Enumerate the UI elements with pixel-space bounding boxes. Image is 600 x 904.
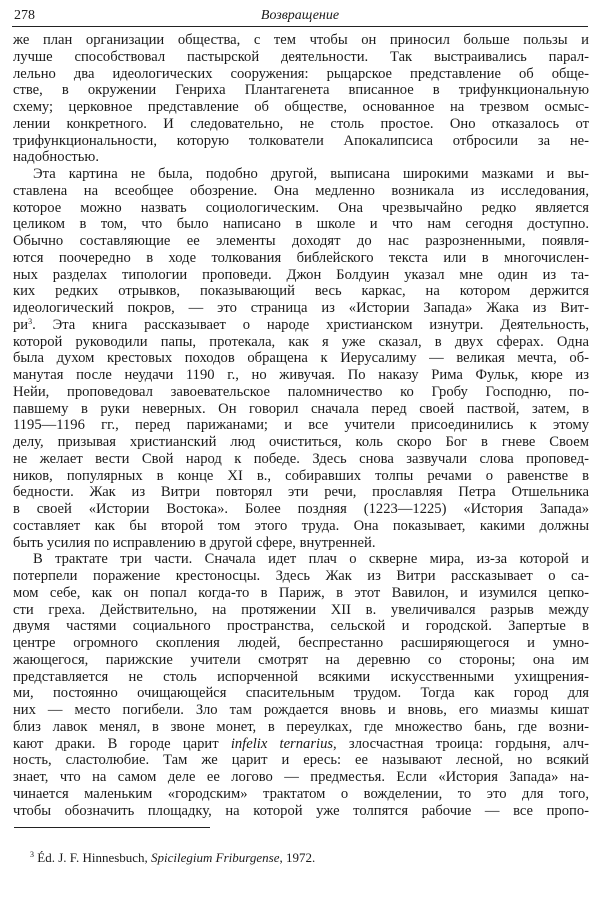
footnote-divider — [14, 827, 210, 828]
text-segment: ри — [13, 316, 29, 333]
text-line: лучше способствовал пастырской деятельности. Так выстраивались парал- — [13, 48, 589, 65]
text-line: чтобы обозначить площадку, на которой уже толпятся рабочие — все пропо- — [13, 802, 589, 819]
text-line: ных разделах типологии проповеди. Джон Болдуин указал мне один из та- — [13, 266, 589, 283]
footnote-marker: 3 — [30, 850, 34, 859]
text-line: которое можно назвать социологическим. Она чрезвычайно редко является — [13, 199, 589, 216]
text-line: ми, постоянно очищающейся спасительным трудом. Тогда как город для — [13, 685, 589, 702]
footnote — [30, 850, 315, 866]
text-line — [13, 317, 589, 334]
text-line: схему; церковное представление об обществе, основанное на трезвом осмыс- — [13, 99, 589, 115]
text-segment: , злосчастная троица: гордыня, алч- — [333, 735, 589, 752]
text-line: лельно два идеологических сооружения: рыцарское представление об обще- — [13, 65, 589, 82]
text-line: близ лавок менял, в звоне монет, в переулках, где множество бань, где возни- — [13, 718, 589, 735]
text-line: чинается маленьким «городским» трактатом о вожделении, то это для того, — [13, 785, 589, 802]
text-line: делу, призывая христианский люд очиститься, коль скоро Бог в гневе Своем — [13, 434, 589, 450]
text-line: в своей «Истории Востока». Более поздняя (1223—1225) «История Запада» — [13, 501, 589, 517]
text-line: трифункциональности, которую толкователи Апокалипсиса отбросили за не- — [13, 132, 589, 149]
running-header — [12, 6, 588, 27]
text-line: Нейи, проповедовал завоевательское паломничество ко Гробу Господню, по- — [13, 383, 589, 400]
text-line: ников, популярных в конце XI в., собиравших толпы речами о равенстве в — [13, 467, 589, 484]
text-line: лении конкретного. И следовательно, не столь простое. Оно отказалось от — [13, 115, 589, 132]
text-line: надобностью. — [13, 149, 99, 166]
page-number: 278 — [14, 8, 35, 23]
text-line: целиком в том, что было написано в школе и что нам сегодня доступно. — [13, 216, 589, 233]
text-line: Обычно составляющие ее элементы доходят до нас разрозненными, появля- — [13, 233, 589, 249]
text-line: мом себе, как он попал когда-то в Париж, в этот Вавилон, и изумился цепко- — [13, 584, 589, 601]
text-line: потерпели поражение крестоносцы. Здесь Жак из Витри рассказывает о са- — [13, 568, 589, 584]
footnote-text-end: , 1972. — [279, 850, 316, 865]
text-line: не желает вести Свой народ к победе. Здесь снова зазвучали слова проповед- — [13, 450, 589, 467]
text-line: манутая после неудачи 1190 г., но живучая. По наказу Рима Фульк, кюре из — [13, 367, 589, 383]
text-line: идеологический покров, — это страница из «Истории Запада» Жака из Вит- — [13, 300, 589, 316]
text-line: павшему в руки неверных. Он говорил сначала перед своей паствой, затем, в — [13, 400, 589, 417]
text-line: Эта картина не была, подобно другой, выписана широкими мазками и вы- — [33, 166, 589, 182]
footnote-title: Spicilegium Friburgense — [151, 850, 280, 865]
text-line: жающегося, парижские учители смотрят на деревню со стороны; она им — [13, 651, 589, 668]
text-line: знает, что на самом деле ее логово — предместья. Если «История Запада» на- — [13, 769, 589, 785]
text-line: представляется не столь испорченной всякими искусственными ухищрения- — [13, 668, 589, 685]
text-line: центре огромного скопления людей, беспрестанно расширяющегося и умно- — [13, 635, 589, 651]
text-line: 1195—1196 гг., перед парижанами; и все учители присоединились к этому — [13, 417, 589, 434]
text-line: ность, сластолюбие. Там же царит и ересь: ее называют лесной, но всякий — [13, 752, 589, 769]
latin-phrase: infelix ternarius — [230, 735, 334, 752]
body-text — [13, 32, 589, 819]
text-line: которой руководили папы, протекала, как я уже сказал, в двух сферах. Одна — [13, 333, 589, 350]
text-segment: кают драки. В городе царит — [13, 735, 231, 752]
text-line: В трактате три части. Сначала идет плач о скверне мира, из-за которой и — [33, 551, 589, 568]
text-line: была духом крестовых походов обращена к Иерусалиму — великая мечта, об- — [13, 350, 589, 367]
text-line: же план организации общества, с тем чтобы он приносил больше пользы и — [13, 32, 589, 48]
text-line: стве, в окружении Генриха Плантагенета вписанное в трифункциональную — [13, 82, 589, 99]
text-line: ких редких отрывков, показывающий весь каркас, на котором держится — [13, 283, 589, 300]
text-line: составляет как бы второй том этого труда. Она показывает, какими должны — [13, 517, 589, 534]
text-line: бедности. Жак из Витри повторял эти речи, прославляя Петра Отшельника — [13, 484, 589, 501]
text-line: них — место погибели. Зло там рождается вновь и вновь, его миазмы кишат — [13, 702, 589, 718]
text-line — [13, 736, 589, 753]
text-line: сти греха. Действительно, на протяжении XII в. увеличивался разрыв между — [13, 601, 589, 618]
text-line: ставлена на всеобщее обозрение. Она медленно возникала из исследования, — [13, 182, 589, 199]
text-line: ются поочередно в ходе толкования библейского текста или в многочислен- — [13, 249, 589, 266]
footnote-text: Éd. J. F. Hinnesbuch, — [34, 850, 152, 865]
footnote-ref: 3 — [28, 316, 33, 326]
text-line: быть усилия по исправлению в другой сфере, внутренней. — [13, 534, 376, 551]
text-line: двумя частями социального пространства, сельской и городской. Запертые в — [13, 618, 589, 635]
text-segment: . Эта книга рассказывает о народе христианском изнутри. Деятельность, — [32, 316, 589, 333]
running-title: Возвращение — [260, 8, 340, 23]
